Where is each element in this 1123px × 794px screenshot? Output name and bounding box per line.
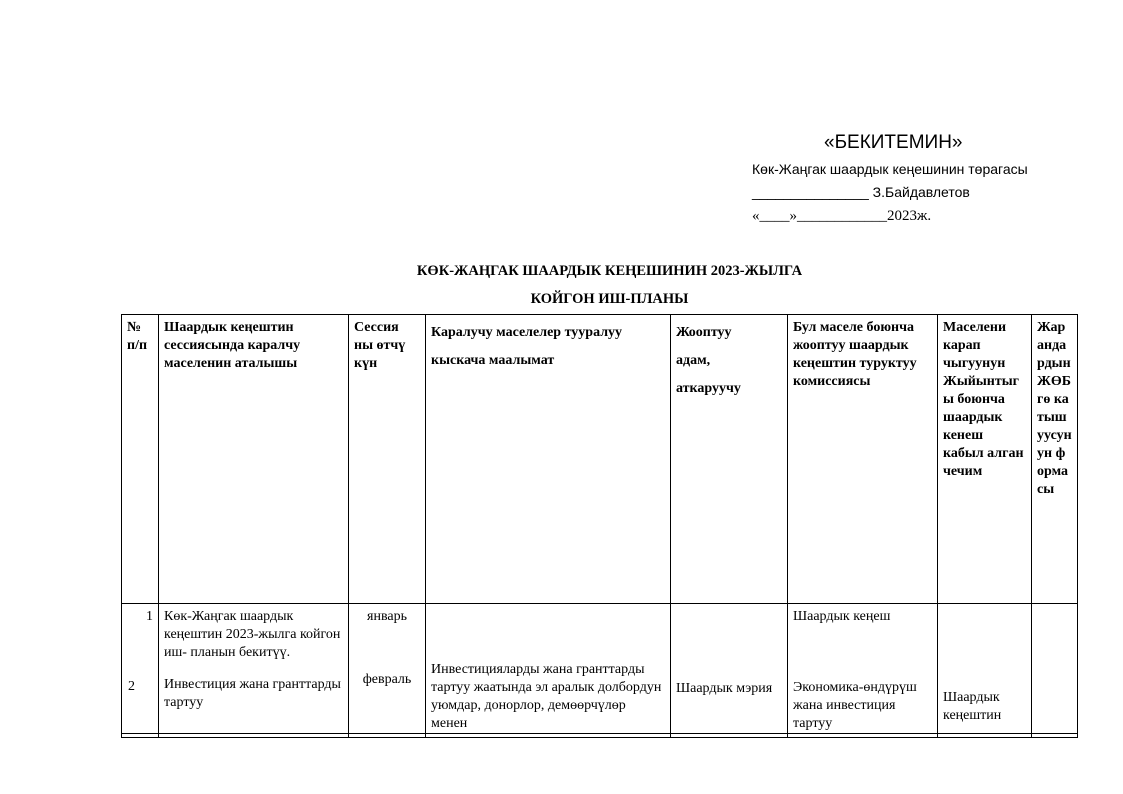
document-title-line2: КОЙГОН ИШ-ПЛАНЫ: [530, 291, 689, 307]
responsible-text: Шаардык мэрия: [676, 681, 773, 696]
header-responsible: [671, 315, 788, 604]
header-resp-line3: аткаруучу: [676, 381, 741, 396]
table-header-row: [122, 315, 1078, 604]
header-brief-line2: кыскача маалымат: [431, 353, 555, 368]
header-session: Сессия ны өтчү күн: [349, 315, 426, 604]
cell-session: [349, 604, 426, 738]
header-num: № п/п: [122, 315, 159, 604]
page-cut-line: [121, 733, 1077, 734]
header-resp-line2: адам,: [676, 353, 711, 368]
cell-media: [1032, 604, 1078, 738]
work-plan-table: [121, 314, 1078, 738]
approval-signature: _______________ З.Байдавлетов: [752, 184, 970, 200]
row-num-1: 1: [146, 609, 153, 624]
row-num-2: 2: [128, 679, 135, 694]
session-2: февраль: [362, 672, 412, 687]
approval-date: «____»____________2023ж.: [752, 208, 932, 224]
header-commission: Бул маселе боюнча жооптуу шаардык кеңештин туруктуу комиссиясы: [788, 315, 938, 604]
table-row: [122, 604, 1078, 738]
cell-commission: [788, 604, 938, 738]
decision-text: Шаардык кеңештин: [943, 690, 1002, 723]
approval-title: «БЕКИТЕМИН»: [824, 132, 963, 153]
issue-1: Көк-Жаңгак шаардык кеңештин 2023-жылга койгон иш- планын бекитүү.: [164, 609, 341, 660]
issue-2: Инвестиция жана гранттарды тартуу: [164, 677, 341, 710]
header-brief-line1: Каралучу маселелер тууралуу: [431, 325, 623, 340]
header-resp-line1: Жооптуу: [676, 325, 732, 340]
commission-1: Шаардык кеңеш: [793, 609, 891, 624]
header-decision: Маселени карап чыгуунун Жыйынтыг ы боюнча шаардык кенеш кабыл алган чечим: [938, 315, 1032, 604]
header-brief: [426, 315, 671, 604]
brief-text: Инвестицияларды жана гранттарды тартуу жаатында эл аралык долбордун уюмдар, донорлор, демөөрчүлөр менен: [431, 662, 662, 731]
header-media: Жарандардын ЖӨБгө катышуусунун формасы: [1032, 315, 1078, 604]
cell-brief: [426, 604, 671, 738]
approval-position: Көк-Жаңгак шаардык кеңешинин төрагасы: [752, 161, 1028, 177]
cell-issue: [159, 604, 349, 738]
cell-decision: [938, 604, 1032, 738]
cell-num: [122, 604, 159, 738]
cell-responsible: [671, 604, 788, 738]
document-title-line1: КӨК-ЖАҢГАК ШААРДЫК КЕҢЕШИНИН 2023-ЖЫЛГА: [416, 263, 803, 279]
header-issue: Шаардык кеңештин сессиясында каралчу маселенин аталышы: [159, 315, 349, 604]
commission-2: Экономика-өндүрүш жана инвестиция тартуу: [793, 680, 917, 731]
session-1: январь: [367, 609, 407, 624]
